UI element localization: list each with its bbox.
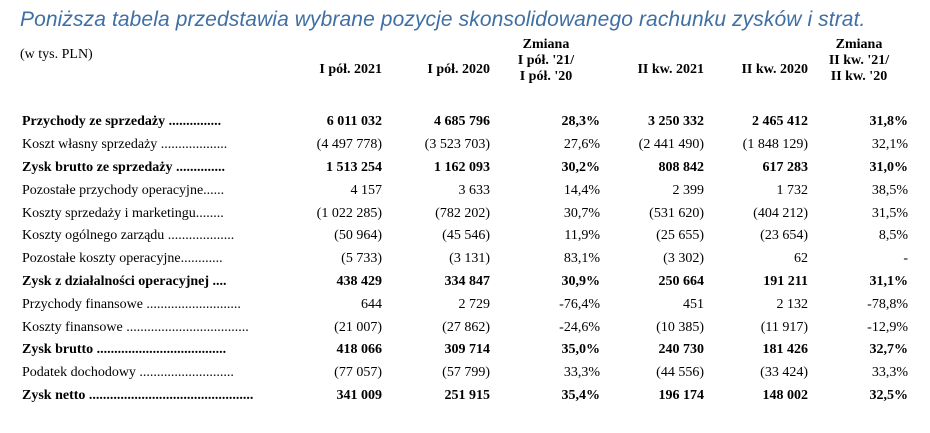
header-line: Zmiana	[522, 37, 570, 52]
table-cell: (3 131)	[449, 251, 490, 267]
table-row	[18, 385, 910, 408]
table-cell: (21 007)	[334, 319, 382, 335]
table-row	[18, 111, 910, 134]
table-cell: (782 202)	[435, 205, 490, 221]
row-label: Zysk netto ...............................................	[22, 387, 254, 403]
table-row	[18, 271, 910, 294]
table-cell: (3 302)	[663, 251, 704, 267]
table-cell: 83,1%	[563, 251, 600, 267]
row-label: Pozostałe przychody operacyjne......	[22, 182, 225, 198]
table-cell: 30,7%	[563, 205, 600, 221]
table-cell: 32,7%	[869, 342, 908, 358]
table-row	[18, 157, 910, 180]
table-cell: 196 174	[658, 387, 704, 403]
header-line: II kw. '20	[830, 69, 888, 84]
table-cell: (3 523 703)	[424, 137, 490, 153]
table-cell: 31,5%	[871, 205, 908, 221]
table-cell: 31,8%	[869, 114, 908, 130]
table-cell: 35,4%	[561, 387, 600, 403]
income-statement-table	[18, 37, 910, 407]
table-cell: -12,9%	[867, 319, 908, 335]
row-label: Zysk brutto .....................................	[22, 342, 227, 358]
table-cell: 2 132	[776, 296, 808, 312]
table-cell: 251 915	[444, 387, 490, 403]
table-row	[18, 134, 910, 157]
header-row	[18, 37, 910, 111]
table-row	[18, 248, 910, 271]
table-cell: 27,6%	[563, 137, 600, 153]
col-header-h1-2021: I pół. 2021	[319, 62, 382, 77]
header-line: I pół. '20	[519, 69, 573, 84]
table-cell: 31,0%	[869, 159, 908, 175]
table-cell: 30,9%	[561, 273, 600, 289]
table-cell: (57 799)	[442, 365, 490, 381]
table-cell: 30,2%	[561, 159, 600, 175]
table-cell: (77 057)	[334, 365, 382, 381]
table-cell: 14,4%	[563, 182, 600, 198]
table-cell: (50 964)	[334, 228, 382, 244]
table-cell: 28,3%	[561, 114, 600, 130]
table-cell: (404 212)	[753, 205, 808, 221]
table-cell: 181 426	[762, 342, 808, 358]
table-cell: 6 011 032	[326, 114, 382, 130]
col-header-h1-2020: I pół. 2020	[427, 62, 490, 77]
table-row	[18, 225, 910, 248]
row-label: Koszty ogólnego zarządu ...................	[22, 228, 235, 244]
table-row	[18, 293, 910, 316]
table-cell: 1 162 093	[434, 159, 490, 175]
table-cell: 11,9%	[564, 228, 600, 244]
table-row	[18, 339, 910, 362]
table-row	[18, 362, 910, 385]
row-label: Przychody finansowe ...........................	[22, 296, 241, 312]
table-cell: (10 385)	[656, 319, 704, 335]
table-cell: 240 730	[658, 342, 704, 358]
unit-label: (w tys. PLN)	[20, 47, 93, 62]
col-header-q2-2021: II kw. 2021	[637, 62, 704, 77]
table-cell: 451	[683, 296, 704, 312]
col-header-change-q2	[810, 37, 910, 111]
table-cell: 3 250 332	[648, 114, 704, 130]
header-line: II kw. '21/	[828, 53, 890, 68]
table-row	[18, 202, 910, 225]
table-cell: 3 633	[458, 182, 490, 198]
col-header-q2-2020: II kw. 2020	[741, 62, 808, 77]
table-cell: -24,6%	[559, 319, 600, 335]
table-cell: 35,0%	[561, 342, 600, 358]
table-cell: 2 399	[672, 182, 704, 198]
table-cell: 250 664	[658, 273, 704, 289]
table-cell: (4 497 778)	[316, 137, 382, 153]
col-header-change-h1	[492, 37, 602, 111]
row-label: Koszt własny sprzedaży ...................	[22, 137, 228, 153]
table-cell: -76,4%	[559, 296, 600, 312]
table-cell: (25 655)	[656, 228, 704, 244]
table-cell: 33,3%	[871, 365, 908, 381]
table-cell: 32,1%	[871, 137, 908, 153]
table-cell: (27 862)	[442, 319, 490, 335]
table-cell: 617 283	[762, 159, 808, 175]
table-cell: (33 424)	[760, 365, 808, 381]
table-body	[18, 111, 910, 407]
table-cell: (5 733)	[341, 251, 382, 267]
table-cell: 2 465 412	[752, 114, 808, 130]
table-cell: 418 066	[336, 342, 382, 358]
table-cell: (531 620)	[649, 205, 704, 221]
header-line: Zmiana	[835, 37, 883, 52]
row-label: Podatek dochodowy ...........................	[22, 365, 234, 381]
table-cell: 62	[794, 251, 808, 267]
row-label: Zysk brutto ze sprzedaży ..............	[22, 159, 225, 175]
table-row	[18, 316, 910, 339]
table-cell: (2 441 490)	[638, 137, 704, 153]
table-cell: 32,5%	[869, 387, 908, 403]
table-cell: 4 685 796	[434, 114, 490, 130]
row-label: Pozostałe koszty operacyjne............	[22, 251, 223, 267]
row-label: Koszty finansowe ...................................	[22, 319, 249, 335]
row-label: Koszty sprzedaży i marketingu........	[22, 205, 224, 221]
table-row	[18, 179, 910, 202]
table-cell: 31,1%	[869, 273, 908, 289]
table-cell: (23 654)	[760, 228, 808, 244]
table-cell: 644	[361, 296, 382, 312]
table-cell: 1 732	[776, 182, 808, 198]
table-cell: 334 847	[444, 273, 490, 289]
table-cell: 438 429	[336, 273, 382, 289]
table-cell: (1 848 129)	[742, 137, 808, 153]
table-cell: 148 002	[762, 387, 808, 403]
table-cell: (44 556)	[656, 365, 704, 381]
table-cell: (11 917)	[760, 319, 808, 335]
table-cell: 191 211	[763, 273, 808, 289]
header-line: I pół. '21/	[517, 53, 575, 68]
table-cell: 2 729	[458, 296, 490, 312]
row-label: Przychody ze sprzedaży ...............	[22, 114, 222, 130]
table-cell: 808 842	[658, 159, 704, 175]
table-cell: 1 513 254	[326, 159, 382, 175]
table-cell: -78,8%	[867, 296, 908, 312]
table-caption: Poniższa tabela przedstawia wybrane pozycje skonsolidowanego rachunku zysków i strat.	[20, 8, 866, 31]
table-cell: 38,5%	[871, 182, 908, 198]
table-cell: 8,5%	[878, 228, 908, 244]
table-cell: (1 022 285)	[316, 205, 382, 221]
table-cell: 341 009	[336, 387, 382, 403]
table-cell: -	[903, 251, 908, 267]
row-label: Zysk z działalności operacyjnej ....	[22, 273, 227, 289]
table-cell: 33,3%	[563, 365, 600, 381]
table-cell: 4 157	[350, 182, 382, 198]
table-cell: (45 546)	[442, 228, 490, 244]
table-cell: 309 714	[444, 342, 490, 358]
